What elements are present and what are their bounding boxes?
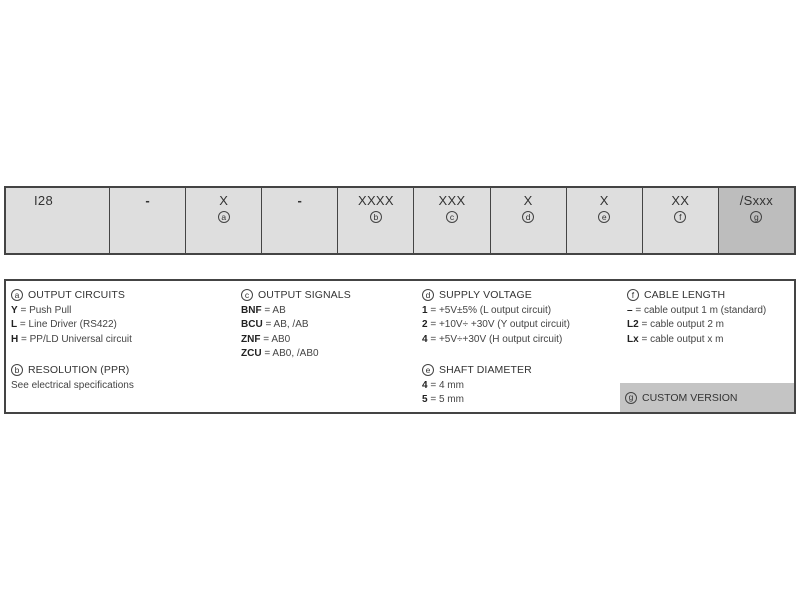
legend-item: BNF = AB xyxy=(241,304,286,316)
code-shaft-diameter: X xyxy=(599,193,609,208)
legend-supply-voltage xyxy=(422,288,570,347)
code-cell-resolution xyxy=(338,188,414,253)
legend-item: Y = Push Pull xyxy=(11,304,72,316)
marker-e-icon: e xyxy=(598,211,610,223)
code-model: I28 xyxy=(34,193,53,208)
legend-item: See electrical specifications xyxy=(11,379,134,391)
marker-a-icon: a xyxy=(218,211,230,223)
legend-item: ZNF = AB0 xyxy=(241,333,291,345)
code-cell-separator xyxy=(262,188,338,253)
legend-item: 4 = +5V÷+30V (H output circuit) xyxy=(422,333,563,345)
code-custom-version: /Sxxx xyxy=(739,193,774,208)
legend-item: 4 = 4 mm xyxy=(422,379,464,391)
legend-box xyxy=(4,279,796,414)
legend-title-text: OUTPUT SIGNALS xyxy=(258,289,351,301)
legend-title-text: CABLE LENGTH xyxy=(644,289,726,301)
legend-output-circuits xyxy=(11,288,132,347)
code-cell-output-signals xyxy=(414,188,490,253)
legend-title-text: SHAFT DIAMETER xyxy=(439,364,532,376)
marker-b-icon: b xyxy=(370,211,382,223)
code-cell-cable-length xyxy=(643,188,719,253)
code-resolution: XXXX xyxy=(357,193,394,208)
order-code-table xyxy=(4,186,796,255)
code-cable-length: XX xyxy=(671,193,690,208)
legend-title xyxy=(11,288,132,303)
legend-item: BCU = AB, /AB xyxy=(241,319,309,330)
legend-shaft-diameter xyxy=(422,363,532,408)
legend-title-text: OUTPUT CIRCUITS xyxy=(28,289,125,301)
legend-title-text: CUSTOM VERSION xyxy=(642,391,738,404)
marker-f-icon: f xyxy=(627,289,639,301)
legend-title xyxy=(241,288,351,303)
legend-item: H = PP/LD Universal circuit xyxy=(11,333,132,345)
legend-output-signals xyxy=(241,288,351,362)
legend-title-text: RESOLUTION (PPR) xyxy=(28,364,130,376)
code-output-signals: XXX xyxy=(438,193,466,208)
legend-item: 2 = +10V÷ +30V (Y output circuit) xyxy=(422,319,570,330)
code-cell-output-circuit xyxy=(186,188,262,253)
legend-title xyxy=(422,363,532,378)
marker-d-icon: d xyxy=(522,211,534,223)
code-cell-separator xyxy=(110,188,186,253)
marker-a-icon: a xyxy=(11,289,23,301)
code-cell-shaft-diameter xyxy=(567,188,643,253)
marker-c-icon: c xyxy=(241,289,253,301)
code-output-circuit: X xyxy=(219,193,229,208)
marker-b-icon: b xyxy=(11,364,23,376)
code-separator: - xyxy=(297,193,303,208)
code-cell-supply-voltage xyxy=(491,188,567,253)
legend-item: L = Line Driver (RS422) xyxy=(11,319,117,330)
code-cell-custom-version xyxy=(719,188,794,253)
legend-title xyxy=(11,363,134,378)
legend-resolution xyxy=(11,363,134,393)
code-supply-voltage: X xyxy=(523,193,533,208)
legend-item: Lx = cable output x m xyxy=(627,333,724,345)
legend-item: 5 = 5 mm xyxy=(422,394,464,405)
legend-title xyxy=(627,288,766,303)
marker-f-icon: f xyxy=(674,211,686,223)
legend-item: – = cable output 1 m (standard) xyxy=(627,304,767,316)
legend-item: 1 = +5V±5% (L output circuit) xyxy=(422,304,552,316)
marker-c-icon: c xyxy=(446,211,458,223)
legend-custom-version xyxy=(620,383,794,412)
marker-g-icon: g xyxy=(625,392,637,404)
legend-cable-length xyxy=(627,288,766,347)
legend-item: L2 = cable output 2 m xyxy=(627,319,725,330)
legend-item: ZCU = AB0, /AB0 xyxy=(241,348,319,359)
legend-title-text: SUPPLY VOLTAGE xyxy=(439,289,532,301)
code-separator: - xyxy=(145,193,150,208)
marker-g-icon: g xyxy=(750,211,762,223)
marker-e-icon: e xyxy=(422,364,434,376)
marker-d-icon: d xyxy=(422,289,434,301)
legend-title xyxy=(422,288,570,303)
code-cell-model xyxy=(6,188,110,253)
